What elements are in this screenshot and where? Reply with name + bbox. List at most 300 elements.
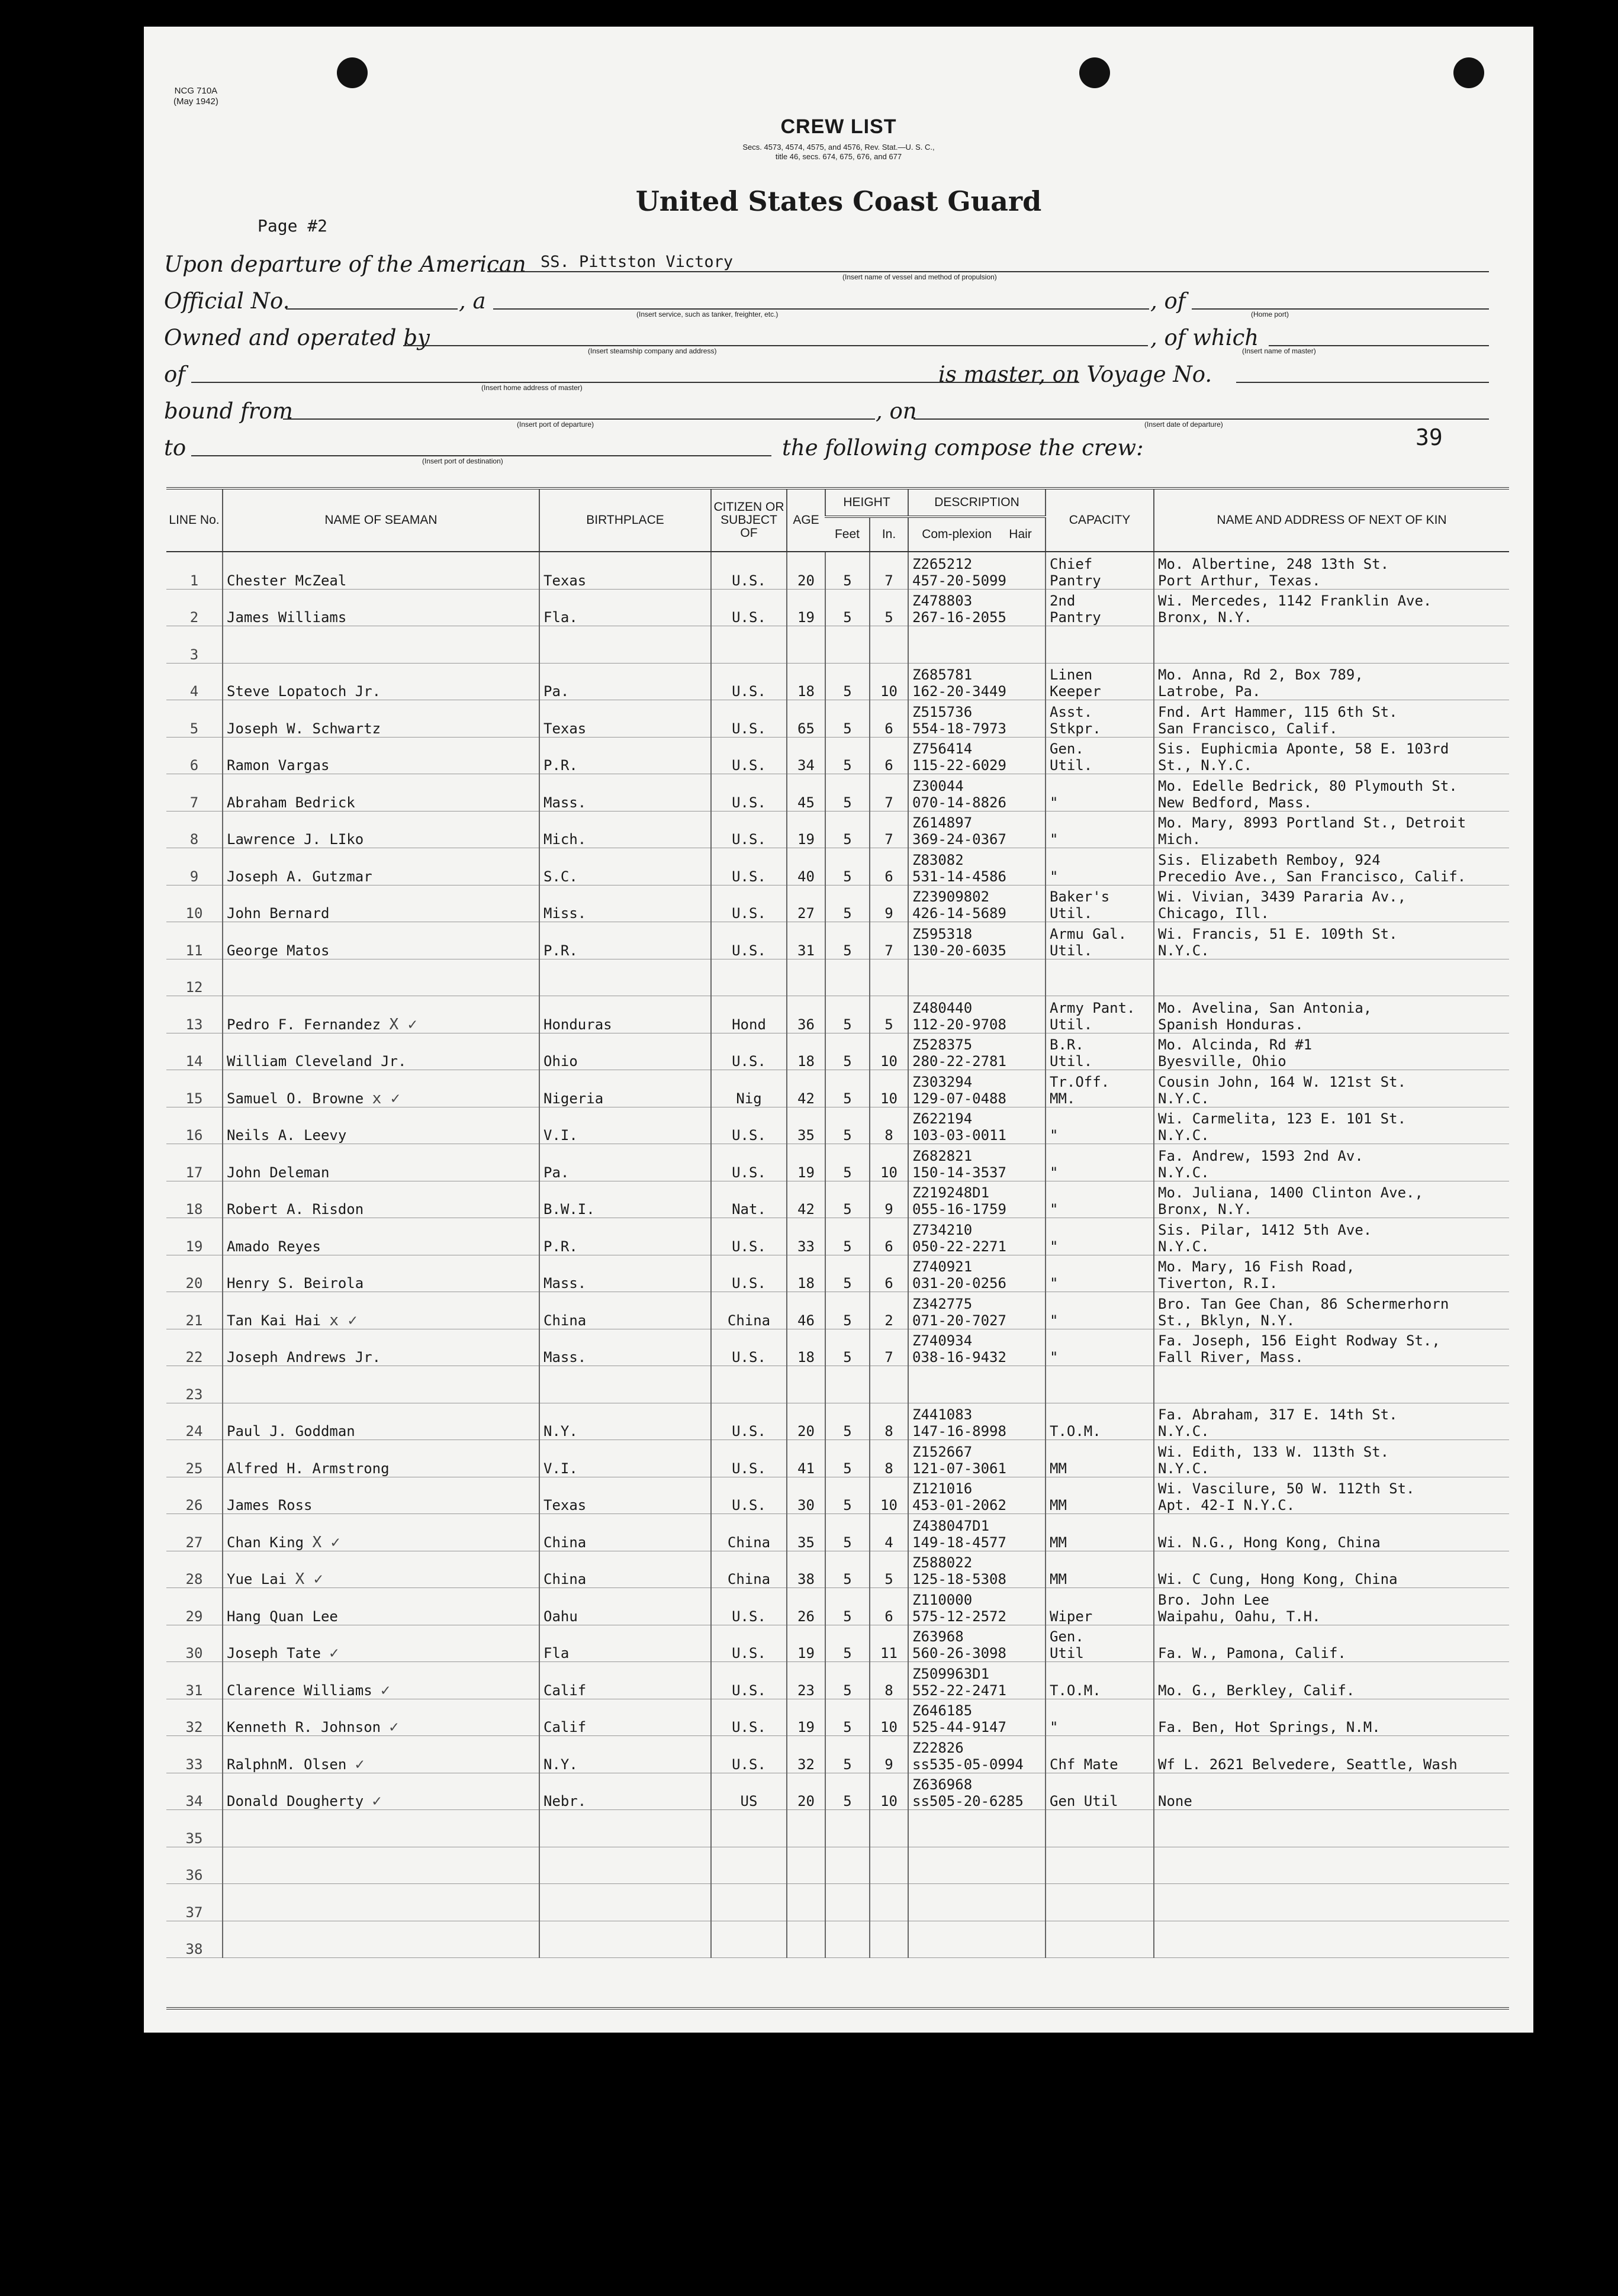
table-cell (166, 663, 223, 700)
table-cell (1154, 1662, 1509, 1699)
table-row (166, 996, 1509, 1033)
seaman-name: Alfred H. Armstrong (227, 1460, 390, 1477)
line-number: 15 (185, 1090, 203, 1107)
table-cell (539, 1033, 711, 1070)
table-cell (908, 959, 1046, 996)
height-inches: 7 (884, 572, 893, 589)
table-cell (825, 1292, 870, 1329)
next-of-kin-line-1: Mo. Edelle Bedrick, 80 Plymouth St. (1158, 777, 1458, 794)
ss-number: 115-22-6029 (912, 757, 1006, 774)
table-row (166, 1070, 1509, 1107)
ss-number: 071-20-7027 (912, 1312, 1006, 1329)
age: 34 (797, 757, 815, 774)
height-feet: 5 (843, 1756, 852, 1773)
table-cell (1046, 1181, 1154, 1218)
birthplace: Mass. (543, 1349, 587, 1366)
table-cell (787, 1847, 825, 1884)
table-cell (539, 626, 711, 664)
table-row (166, 1181, 1509, 1218)
next-of-kin-line-2: Mo. G., Berkley, Calif. (1158, 1682, 1355, 1699)
table-row (166, 922, 1509, 959)
height-feet: 5 (843, 1497, 852, 1514)
citizenship: U.S. (732, 1756, 766, 1773)
age: 35 (797, 1534, 815, 1551)
capacity-line-1: Baker's (1050, 888, 1110, 905)
ss-number: 150-14-3537 (912, 1164, 1006, 1181)
table-row (166, 811, 1509, 848)
height-inches: 6 (884, 1608, 893, 1625)
table-cell (166, 1329, 223, 1366)
table-cell (908, 1810, 1046, 1847)
table-cell (1154, 1255, 1509, 1292)
table-cell (908, 774, 1046, 812)
table-cell (166, 1181, 223, 1218)
height-feet: 5 (843, 1164, 852, 1181)
table-cell (908, 811, 1046, 848)
line-number: 6 (189, 757, 199, 774)
col-name: NAME OF SEAMAN (223, 488, 539, 552)
birthplace: B.W.I. (543, 1201, 595, 1218)
vessel-name: SS. Pittston Victory (541, 253, 734, 271)
table-cell (711, 1625, 787, 1662)
citizenship: Hond (732, 1016, 766, 1033)
table-row (166, 885, 1509, 922)
table-cell (870, 1366, 908, 1403)
document-number: Z342775 (912, 1295, 973, 1312)
next-of-kin-line-2: St., N.Y.C. (1158, 757, 1252, 774)
owned-label: Owned and operated by (164, 325, 430, 350)
table-cell (539, 1477, 711, 1514)
table-cell (1154, 885, 1509, 922)
height-feet: 5 (843, 1127, 852, 1144)
table-cell (908, 1477, 1046, 1514)
table-cell (908, 1144, 1046, 1181)
age: 40 (797, 868, 815, 885)
document-number: Z438047D1 (912, 1517, 990, 1534)
table-cell (166, 848, 223, 885)
height-inches: 7 (884, 794, 893, 811)
table-cell (870, 959, 908, 996)
table-cell (223, 1736, 539, 1773)
table-cell (787, 589, 825, 626)
ss-number: 267-16-2055 (912, 609, 1006, 626)
capacity-line-1: B.R. (1050, 1036, 1084, 1053)
seaman-name: Pedro F. Fernandez (227, 1016, 381, 1033)
table-cell (787, 1588, 825, 1625)
height-feet: 5 (843, 609, 852, 626)
capacity-line-1: Armu Gal. (1050, 925, 1127, 942)
next-of-kin-line-1: Mo. Avelina, San Antonia, (1158, 999, 1372, 1016)
age: 36 (797, 1016, 815, 1033)
table-cell (711, 1810, 787, 1847)
ss-number: 280-22-2781 (912, 1053, 1006, 1070)
table-cell (711, 663, 787, 700)
table-cell (787, 1440, 825, 1477)
birthplace: V.I. (543, 1460, 578, 1477)
ss-number: 130-20-6035 (912, 942, 1006, 959)
birthplace: N.Y. (543, 1423, 578, 1440)
table-cell (825, 811, 870, 848)
crew-table (166, 487, 1509, 1958)
table-cell (825, 1440, 870, 1477)
seaman-name: William Cleveland Jr. (227, 1053, 407, 1070)
age: 19 (797, 1164, 815, 1181)
document-number: Z63968 (912, 1628, 964, 1645)
table-cell (1154, 1292, 1509, 1329)
table-cell (223, 1440, 539, 1477)
table-cell (223, 700, 539, 738)
age: 65 (797, 720, 815, 737)
line-number: 19 (185, 1238, 203, 1255)
table-cell (870, 737, 908, 774)
table-cell (223, 811, 539, 848)
table-cell (711, 1514, 787, 1551)
next-of-kin-line-1: Wi. Carmelita, 123 E. 101 St. (1158, 1110, 1407, 1127)
capacity-line-2: " (1050, 794, 1059, 811)
capacity-line-1: Tr.Off. (1050, 1073, 1110, 1090)
service-line (493, 308, 1149, 310)
col-line-no: LINE No. (166, 488, 223, 552)
table-cell (787, 1699, 825, 1736)
table-cell (870, 1440, 908, 1477)
line-number: 27 (185, 1534, 203, 1551)
table-cell (787, 700, 825, 738)
line-number: 33 (185, 1756, 203, 1773)
next-of-kin-line-2: Tiverton, R.I. (1158, 1275, 1278, 1292)
table-cell (1046, 1255, 1154, 1292)
page-number: 39 (1416, 424, 1443, 450)
table-row (166, 663, 1509, 700)
vessel-line (487, 271, 1489, 272)
seaman-name: Steve Lopatoch Jr. (227, 683, 381, 700)
height-inches: 10 (880, 683, 898, 700)
table-cell (870, 1810, 908, 1847)
table-cell (223, 626, 539, 664)
page-label: Page #2 (258, 216, 328, 236)
next-of-kin-line-2: Latrobe, Pa. (1158, 683, 1261, 700)
table-cell (908, 1514, 1046, 1551)
height-feet: 5 (843, 1534, 852, 1551)
table-cell (908, 1588, 1046, 1625)
statute-line-1: Secs. 4573, 4574, 4575, and 4576, Rev. Stat.—U. S. C., (742, 143, 935, 152)
birthplace: Texas (543, 572, 587, 589)
height-inches: 6 (884, 1275, 893, 1292)
table-cell (539, 737, 711, 774)
table-cell (825, 1551, 870, 1588)
line-number: 34 (185, 1793, 203, 1809)
table-cell (166, 1218, 223, 1255)
citizenship: Nig (736, 1090, 762, 1107)
capacity-line-2: MM (1050, 1534, 1067, 1551)
table-cell (787, 552, 825, 589)
table-cell (539, 959, 711, 996)
master-address-hint: (Insert home address of master) (481, 384, 583, 392)
capacity-line-2: " (1050, 1349, 1059, 1366)
next-of-kin-line-1: Fa. Joseph, 156 Eight Rodway St., (1158, 1332, 1440, 1349)
ss-number: 531-14-4586 (912, 868, 1006, 885)
birthplace: Ohio (543, 1053, 578, 1070)
height-inches: 6 (884, 720, 893, 737)
line-number: 4 (189, 683, 199, 700)
citizenship: U.S. (732, 1608, 766, 1625)
table-row (166, 1514, 1509, 1551)
table-cell (539, 848, 711, 885)
table-cell (908, 922, 1046, 959)
table-cell (1046, 1588, 1154, 1625)
height-feet: 5 (843, 720, 852, 737)
table-cell (1154, 1588, 1509, 1625)
table-cell (870, 1699, 908, 1736)
table-cell (787, 1366, 825, 1403)
height-feet: 5 (843, 905, 852, 922)
line-number: 14 (185, 1053, 203, 1070)
port-departure-line (283, 418, 875, 420)
table-cell (223, 1144, 539, 1181)
document-number: Z83082 (912, 851, 964, 868)
table-cell (166, 1625, 223, 1662)
citizenship: U.S. (732, 1645, 766, 1661)
table-cell (1046, 1440, 1154, 1477)
birthplace: China (543, 1571, 587, 1587)
capacity-line-2: Util. (1050, 1016, 1093, 1033)
age: 19 (797, 831, 815, 848)
birthplace: Texas (543, 1497, 587, 1514)
table-cell (1154, 1551, 1509, 1588)
ss-number: 575-12-2572 (912, 1608, 1006, 1625)
vessel-hint: (Insert name of vessel and method of propulsion) (842, 273, 997, 281)
citizenship: U.S. (732, 572, 766, 589)
table-row (166, 1551, 1509, 1588)
table-cell (166, 1810, 223, 1847)
capacity-line-2: " (1050, 1275, 1059, 1292)
table-cell (908, 1070, 1046, 1107)
statute-line-2: title 46, secs. 674, 675, 676, and 677 (775, 152, 902, 161)
seaman-name: Robert A. Risdon (227, 1201, 364, 1218)
table-cell (1154, 626, 1509, 664)
document-number: Z756414 (912, 740, 973, 757)
table-cell (223, 1107, 539, 1144)
table-cell (166, 1551, 223, 1588)
next-of-kin-line-2: None (1158, 1793, 1192, 1809)
table-cell (1046, 996, 1154, 1033)
line-number: 20 (185, 1275, 203, 1292)
ss-number: 560-26-3098 (912, 1645, 1006, 1661)
check-mark: X ✓ (312, 1533, 340, 1551)
next-of-kin-line-2: N.Y.C. (1158, 1090, 1210, 1107)
check-mark: x ✓ (372, 1089, 400, 1107)
table-cell (539, 922, 711, 959)
agency-heading: United States Coast Guard (635, 185, 1042, 217)
table-cell (908, 1662, 1046, 1699)
seaman-name: George Matos (227, 942, 330, 959)
table-cell (166, 1699, 223, 1736)
table-cell (1154, 1847, 1509, 1884)
ss-number: 031-20-0256 (912, 1275, 1006, 1292)
table-cell (223, 1070, 539, 1107)
table-cell (908, 589, 1046, 626)
line-number: 8 (189, 831, 199, 848)
next-of-kin-line-1: Fnd. Art Hammer, 115 6th St. (1158, 703, 1398, 720)
line-number: 9 (189, 868, 199, 885)
birthplace: Texas (543, 720, 587, 737)
table-cell (166, 996, 223, 1033)
birthplace: Mass. (543, 1275, 587, 1292)
capacity-line-2: Gen Util (1050, 1793, 1118, 1809)
table-cell (539, 811, 711, 848)
table-cell (223, 1033, 539, 1070)
table-cell (711, 1033, 787, 1070)
table-cell (825, 700, 870, 738)
table-cell (825, 1218, 870, 1255)
line-number: 38 (185, 1941, 203, 1957)
table-cell (711, 774, 787, 812)
table-cell (166, 700, 223, 738)
table-cell (223, 922, 539, 959)
age: 20 (797, 1793, 815, 1809)
table-cell (825, 1403, 870, 1440)
table-cell (711, 959, 787, 996)
next-of-kin-line-1: Cousin John, 164 W. 121st St. (1158, 1073, 1407, 1090)
table-row (166, 552, 1509, 589)
age: 45 (797, 794, 815, 811)
table-cell (1046, 1144, 1154, 1181)
next-of-kin-line-2: St., Bklyn, N.Y. (1158, 1312, 1295, 1329)
statute-reference (144, 143, 1533, 162)
table-cell (1154, 1144, 1509, 1181)
table-cell (166, 811, 223, 848)
table-cell (539, 1440, 711, 1477)
line-number: 2 (189, 609, 199, 626)
table-cell (1046, 1107, 1154, 1144)
table-cell (1154, 1514, 1509, 1551)
table-cell (870, 1662, 908, 1699)
table-cell (166, 1921, 223, 1958)
table-cell (787, 1884, 825, 1921)
table-cell (870, 996, 908, 1033)
line-number: 24 (185, 1423, 203, 1440)
table-cell (787, 663, 825, 700)
next-of-kin-line-1: Bro. Tan Gee Chan, 86 Schermerhorn (1158, 1295, 1449, 1312)
table-cell (825, 1255, 870, 1292)
table-cell (223, 1588, 539, 1625)
birthplace: China (543, 1312, 587, 1329)
date-departure-hint: (Insert date of departure) (1144, 420, 1223, 429)
document-number: Z646185 (912, 1702, 973, 1719)
table-cell (166, 1773, 223, 1810)
next-of-kin-line-2: Apt. 42-I N.Y.C. (1158, 1497, 1295, 1514)
table-cell (787, 996, 825, 1033)
table-cell (223, 663, 539, 700)
col-feet: Feet (825, 517, 870, 552)
birthplace: Mass. (543, 794, 587, 811)
table-cell (166, 1440, 223, 1477)
table-cell (1046, 1033, 1154, 1070)
table-cell (539, 700, 711, 738)
height-feet: 5 (843, 757, 852, 774)
col-complexion-hair (908, 517, 1046, 552)
table-cell (1046, 1921, 1154, 1958)
capacity-line-2: Util. (1050, 905, 1093, 922)
table-row (166, 1773, 1509, 1810)
document-number: Z441083 (912, 1406, 973, 1423)
table-cell (870, 1551, 908, 1588)
age: 31 (797, 942, 815, 959)
table-row (166, 1292, 1509, 1329)
ss-number: 453-01-2062 (912, 1497, 1006, 1514)
table-cell (1046, 1477, 1154, 1514)
seaman-name: RalphnM. Olsen (227, 1756, 347, 1773)
table-cell (166, 1107, 223, 1144)
table-cell (870, 1625, 908, 1662)
table-cell (825, 737, 870, 774)
table-cell (539, 1514, 711, 1551)
table-cell (908, 1255, 1046, 1292)
capacity-line-2: " (1050, 1201, 1059, 1218)
table-cell (166, 1070, 223, 1107)
capacity-line-2: Pantry (1050, 609, 1101, 626)
seaman-name: James Ross (227, 1497, 313, 1514)
table-cell (711, 1070, 787, 1107)
height-feet: 5 (843, 1719, 852, 1735)
form-number (173, 86, 218, 107)
birthplace: P.R. (543, 942, 578, 959)
capacity-line-2: MM (1050, 1571, 1067, 1587)
height-inches: 10 (880, 1090, 898, 1107)
table-cell (787, 811, 825, 848)
next-of-kin-line-2: Mich. (1158, 831, 1201, 848)
table-cell (223, 996, 539, 1033)
table-cell (1046, 737, 1154, 774)
citizenship: U.S. (732, 1682, 766, 1699)
table-cell (711, 1218, 787, 1255)
next-of-kin-line-1: Mo. Alcinda, Rd #1 (1158, 1036, 1313, 1053)
birthplace: Fla. (543, 609, 578, 626)
ss-number: 149-18-4577 (912, 1534, 1006, 1551)
punch-hole (1079, 57, 1110, 88)
table-row (166, 700, 1509, 738)
birthplace: Fla (543, 1645, 570, 1661)
table-cell (166, 1588, 223, 1625)
seaman-name: Paul J. Goddman (227, 1423, 355, 1440)
ss-number: ss505-20-6285 (912, 1793, 1024, 1809)
ss-number: 112-20-9708 (912, 1016, 1006, 1033)
table-cell (1046, 774, 1154, 812)
table-cell (223, 1477, 539, 1514)
table-cell (1154, 663, 1509, 700)
table-cell (1154, 700, 1509, 738)
next-of-kin-line-2: Waipahu, Oahu, T.H. (1158, 1608, 1321, 1625)
height-inches: 9 (884, 1756, 893, 1773)
document-number: Z22826 (912, 1739, 964, 1756)
form-date-text: (May 1942) (173, 96, 218, 107)
table-cell (787, 848, 825, 885)
table-cell (825, 1107, 870, 1144)
table-cell (1046, 1662, 1154, 1699)
line-number: 35 (185, 1830, 203, 1847)
height-inches: 11 (880, 1645, 898, 1661)
table-cell (1046, 1847, 1154, 1884)
seaman-name: Joseph Andrews Jr. (227, 1349, 381, 1366)
table-cell (1154, 1033, 1509, 1070)
table-cell (166, 1847, 223, 1884)
bottom-rule (166, 2007, 1509, 2010)
document-number: Z303294 (912, 1073, 973, 1090)
table-cell (711, 1292, 787, 1329)
table-cell (711, 1107, 787, 1144)
table-cell (908, 996, 1046, 1033)
table-cell (1046, 552, 1154, 589)
birthplace: Mich. (543, 831, 587, 848)
